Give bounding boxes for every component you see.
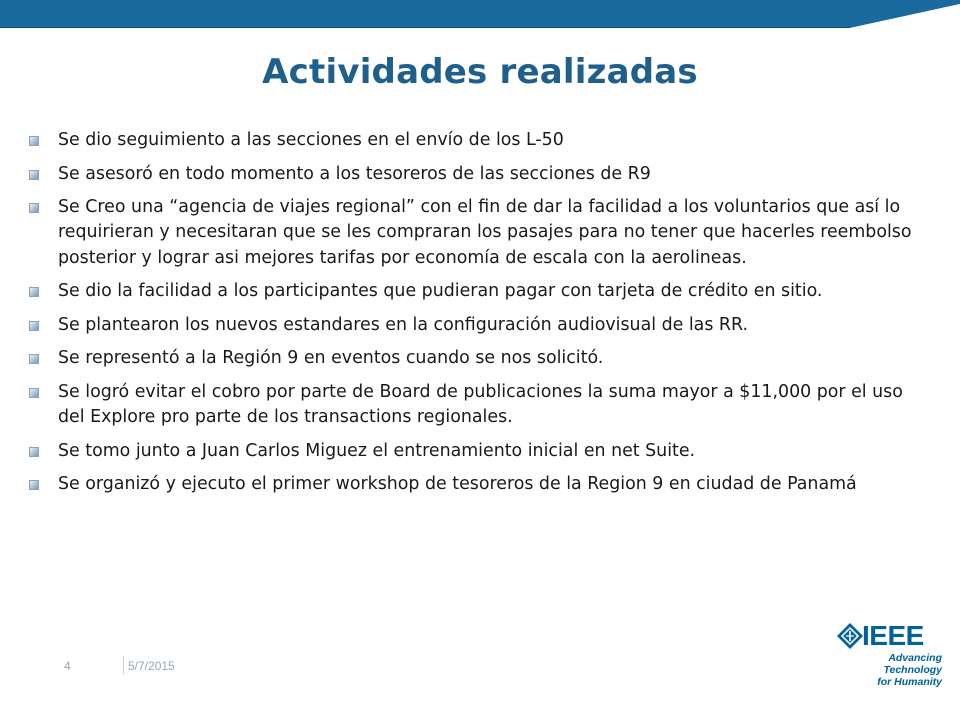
bullet-square-icon xyxy=(29,321,39,331)
bullet-text: Se plantearon los nuevos estandares en la configuración audiovisual de las RR. xyxy=(58,314,749,335)
ieee-tagline xyxy=(840,652,942,688)
slide-number: 4 xyxy=(64,659,71,673)
bullet-item xyxy=(28,279,918,304)
bullet-text: Se dio seguimiento a las secciones en el envío de los L-50 xyxy=(58,130,564,150)
bullet-item xyxy=(28,346,918,371)
bullet-square-icon xyxy=(29,447,39,457)
bullet-text: Se tomo junto a Juan Carlos Miguez el entrenamiento inicial en net Suite. xyxy=(58,440,696,461)
bullet-square-icon xyxy=(29,388,39,398)
top-header-bar xyxy=(0,0,960,28)
bullet-square-icon xyxy=(29,170,39,180)
bullet-item xyxy=(28,313,918,338)
bullet-item xyxy=(28,162,918,187)
ieee-logo xyxy=(832,620,942,688)
bullet-item xyxy=(28,128,918,153)
bullet-square-icon xyxy=(29,354,39,364)
bullet-square-icon xyxy=(29,203,39,213)
bullet-square-icon xyxy=(29,480,39,490)
ieee-wordmark: IEEE xyxy=(862,620,924,651)
slide-date: 5/7/2015 xyxy=(128,659,175,673)
bullet-item xyxy=(28,195,918,271)
slide-title: Actividades realizadas xyxy=(262,52,698,92)
ieee-diamond-icon xyxy=(836,622,864,650)
tagline-line-2: for Humanity xyxy=(877,676,942,688)
bullet-item xyxy=(28,380,918,430)
bullet-square-icon xyxy=(29,287,39,297)
bullet-square-icon xyxy=(29,136,39,146)
bullet-text: Se Creo una “agencia de viajes regional” con el fin de dar la facilidad a los voluntarios que así lo requirieran y necesitaran que se les compraran los pasajes para no tener que hacerles reembolso posterior y lograr asi mejores tarifas por economía de escala con la aerolineas. xyxy=(58,197,912,268)
bullet-item xyxy=(28,472,918,497)
bullet-item xyxy=(28,439,918,464)
tagline-line-1: Advancing Technology xyxy=(883,652,942,676)
bullet-list xyxy=(28,128,918,506)
bullet-text: Se representó a la Región 9 en eventos cuando se nos solicitó. xyxy=(58,348,604,369)
bullet-text: Se asesoró en todo momento a los tesoreros de las secciones de R9 xyxy=(58,163,651,184)
bullet-text: Se organizó y ejecuto el primer workshop de tesoreros de la Region 9 en ciudad de Panamá xyxy=(58,474,857,495)
footer-divider xyxy=(123,656,124,674)
bullet-text: Se dio la facilidad a los participantes que pudieran pagar con tarjeta de crédito en sitio. xyxy=(58,281,823,302)
bullet-text: Se logró evitar el cobro por parte de Board de publicaciones la suma mayor a $11,000 por el uso del Explore pro parte de los transactions regionales. xyxy=(58,381,903,428)
